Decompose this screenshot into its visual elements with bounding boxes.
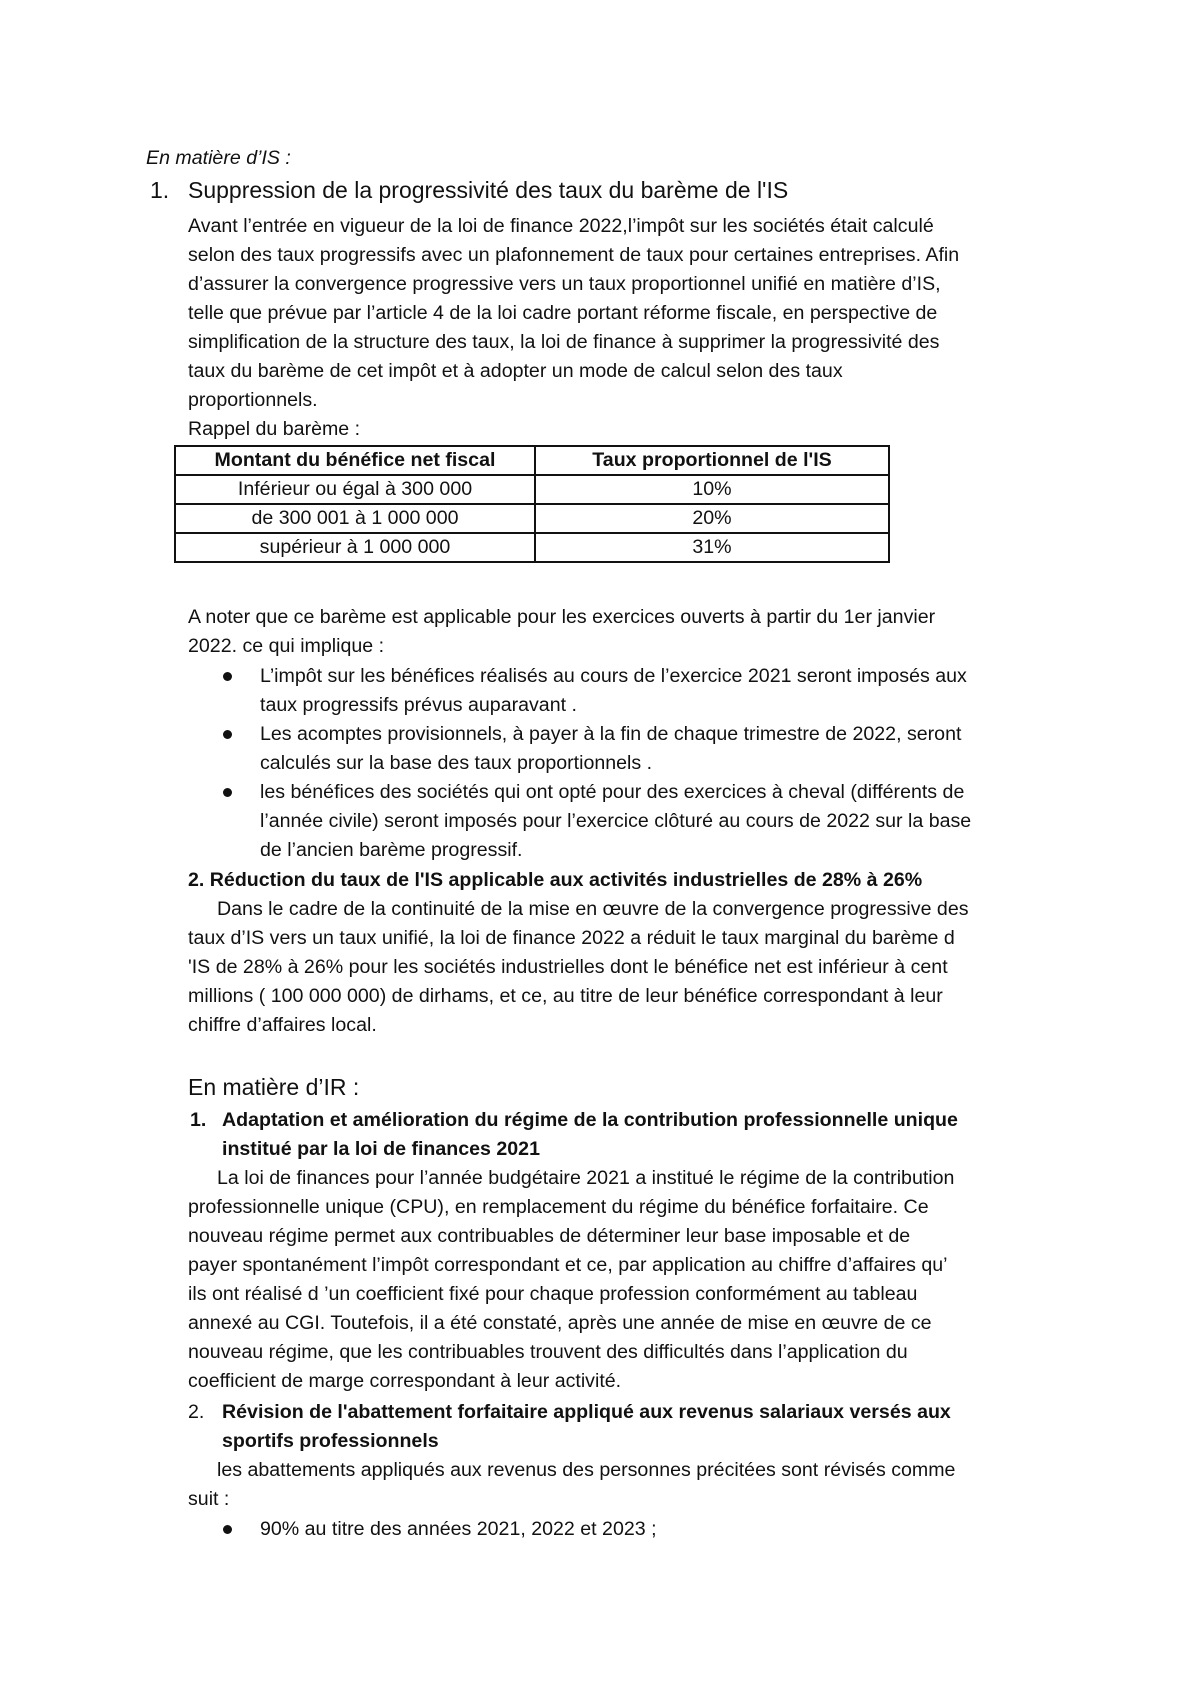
is-item1-line: selon des taux progressifs avec un plafonnement de taux pour certaines entreprises. Afin <box>188 244 960 266</box>
is-item1-number: 1. <box>150 177 170 203</box>
table-cell: 20% <box>535 504 889 533</box>
note-line: 2022. ce qui implique : <box>188 635 385 657</box>
is-item1-title: Suppression de la progressivité des taux du barème de l'IS <box>188 177 789 203</box>
bullet-icon <box>223 1525 232 1534</box>
is-item2-line: millions ( 100 000 000) de dirhams, et ce, au titre de leur bénéfice correspondant à leur <box>188 985 943 1007</box>
table-header-row <box>175 446 889 475</box>
bullet-line: taux progressifs prévus auparavant . <box>260 694 577 716</box>
bullet-line: calculés sur la base des taux proportionnels . <box>260 752 653 774</box>
is-item1-line: proportionnels. <box>188 389 318 411</box>
table-row <box>175 504 889 533</box>
is-item2-line: Dans le cadre de la continuité de la mise en œuvre de la convergence progressive des <box>217 898 969 920</box>
is-item1-line: taux du barème de cet impôt et à adopter un mode de calcul selon des taux <box>188 360 843 382</box>
table-cell: de 300 001 à 1 000 000 <box>175 504 535 533</box>
bullet-line: Les acomptes provisionnels, à payer à la fin de chaque trimestre de 2022, seront <box>260 723 962 745</box>
ir-item1-line: coefficient de marge correspondant à leur activité. <box>188 1370 622 1392</box>
is-item1-line: simplification de la structure des taux, la loi de finance à supprimer la progressivité des <box>188 331 940 353</box>
table-header-cell: Montant du bénéfice net fiscal <box>175 446 535 475</box>
is-item2-line: chiffre d’affaires local. <box>188 1014 377 1036</box>
ir-item1-line: professionnelle unique (CPU), en remplacement du régime du bénéfice forfaitaire. Ce <box>188 1196 929 1218</box>
ir-item1-line: nouveau régime permet aux contribuables de déterminer leur base imposable et de <box>188 1225 911 1247</box>
is-item1-line: Avant l’entrée en vigueur de la loi de finance 2022,l’impôt sur les sociétés était calculé <box>188 215 934 237</box>
bullet-line: 90% au titre des années 2021, 2022 et 2023 ; <box>260 1518 657 1540</box>
is-item1-line: d’assurer la convergence progressive vers un taux proportionnel unifié en matière d’IS, <box>188 273 941 295</box>
bullet-line: L’impôt sur les bénéfices réalisés au cours de l’exercice 2021 seront imposés aux <box>260 665 967 687</box>
rappel-label: Rappel du barème : <box>188 418 361 440</box>
ir-item2-title: sportifs professionnels <box>222 1430 439 1452</box>
bullet-line: de l’ancien barème progressif. <box>260 839 523 861</box>
ir-item1-line: payer spontanément l’impôt correspondant et ce, par application au chiffre d’affaires qu’ <box>188 1254 948 1276</box>
ir-item1-line: nouveau régime, que les contribuables trouvent des difficultés dans l’application du <box>188 1341 908 1363</box>
ir-item2-line: les abattements appliqués aux revenus des personnes précitées sont révisés comme <box>217 1459 956 1481</box>
table-row <box>175 533 889 562</box>
ir-item1-line: annexé au CGI. Toutefois, il a été constaté, après une année de mise en œuvre de ce <box>188 1312 932 1334</box>
ir-item1-title: institué par la loi de finances 2021 <box>222 1138 540 1160</box>
ir-item1-number: 1. <box>190 1109 207 1131</box>
table-header-cell: Taux proportionnel de l'IS <box>535 446 889 475</box>
is-heading: En matière d’IS : <box>146 147 291 169</box>
ir-item2-title: Révision de l'abattement forfaitaire appliqué aux revenus salariaux versés aux <box>222 1401 951 1423</box>
note-line: A noter que ce barème est applicable pour les exercices ouverts à partir du 1er janvier <box>188 606 936 628</box>
ir-heading: En matière d’IR : <box>188 1074 360 1100</box>
bullet-line: les bénéfices des sociétés qui ont opté pour des exercices à cheval (différents de <box>260 781 965 803</box>
ir-item1-line: La loi de finances pour l’année budgétaire 2021 a institué le régime de la contribution <box>217 1167 955 1189</box>
bullet-icon <box>223 672 232 681</box>
is-item2-line: taux d’IS vers un taux unifié, la loi de finance 2022 a réduit le taux marginal du barème d <box>188 927 955 949</box>
is-item2-title: 2. Réduction du taux de l'IS applicable aux activités industrielles de 28% à 26% <box>188 869 923 891</box>
table-cell: supérieur à 1 000 000 <box>175 533 535 562</box>
ir-item2-line: suit : <box>188 1488 230 1510</box>
bullet-line: l’année civile) seront imposés pour l’exercice clôturé au cours de 2022 sur la base <box>260 810 972 832</box>
table-cell: 10% <box>535 475 889 504</box>
ir-item2-number: 2. <box>188 1401 205 1423</box>
table-cell: 31% <box>535 533 889 562</box>
bareme-table <box>174 445 890 563</box>
is-item2-line: 'IS de 28% à 26% pour les sociétés industrielles dont le bénéfice net est inférieur à cent <box>188 956 948 978</box>
table-cell: Inférieur ou égal à 300 000 <box>175 475 535 504</box>
is-item1-line: telle que prévue par l’article 4 de la loi cadre portant réforme fiscale, en perspective de <box>188 302 938 324</box>
ir-item1-line: ils ont réalisé d ’un coefficient fixé pour chaque profession conformément au tableau <box>188 1283 918 1305</box>
bullet-icon <box>223 788 232 797</box>
table-row <box>175 475 889 504</box>
ir-item1-title: Adaptation et amélioration du régime de la contribution professionnelle unique <box>222 1109 958 1131</box>
bullet-icon <box>223 730 232 739</box>
